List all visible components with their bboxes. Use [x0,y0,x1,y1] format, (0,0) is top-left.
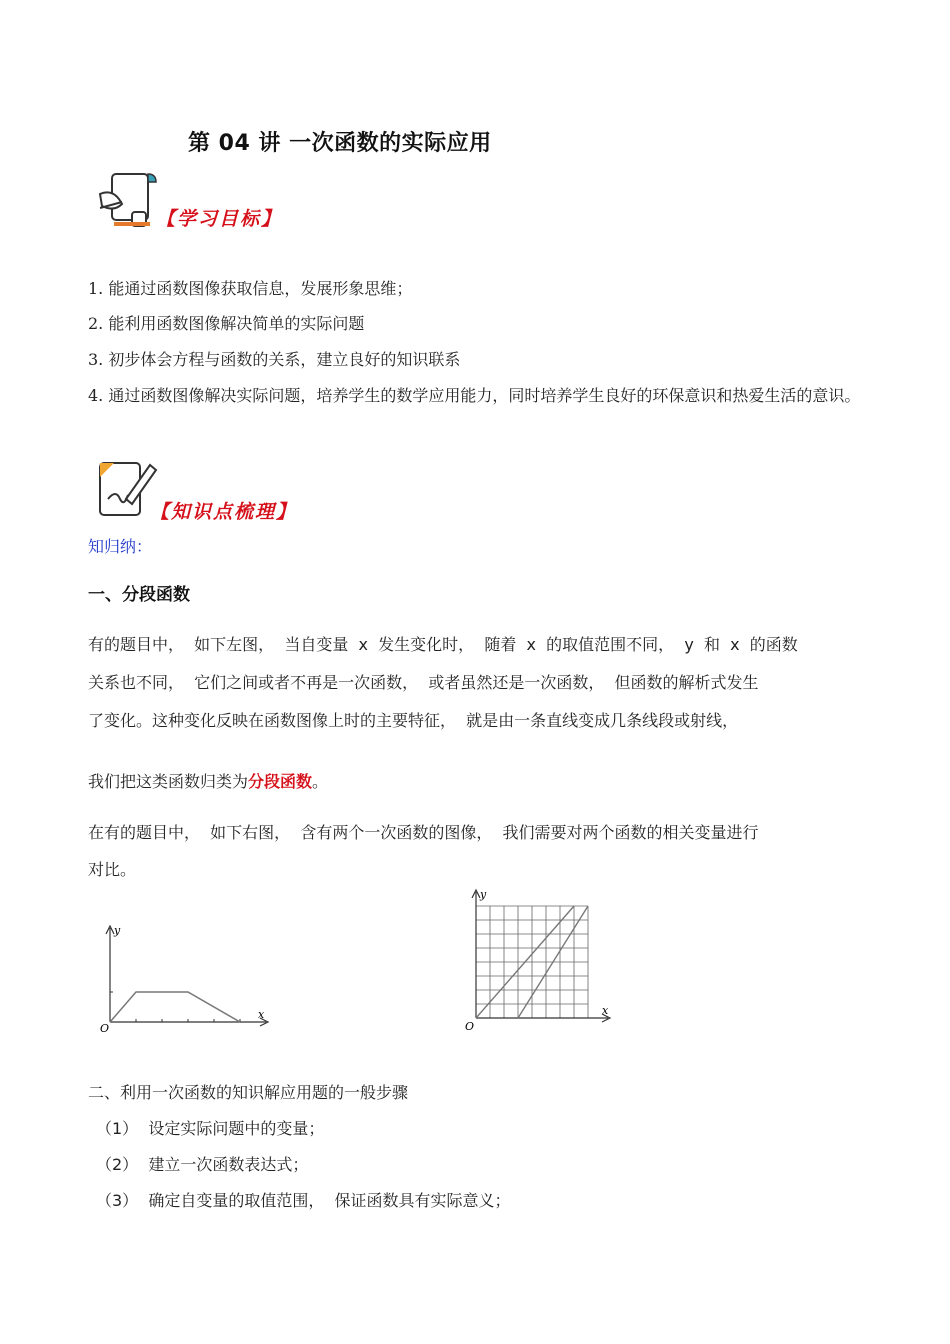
page-title: 第 04 讲 一次函数的实际应用 [188,131,492,156]
left-x-label: x [258,1008,265,1021]
section1-para2 [88,769,328,792]
piecewise-line [110,992,240,1022]
left-y-label: y [114,924,121,937]
goals-banner [92,168,302,238]
right-y-label: y [480,888,487,901]
two-lines-graph [460,886,620,1036]
section1-para3-line1: 在有的题目中， 如下右图， 含有两个一次函数的图像， 我们需要对两个函数的相关变量进行 [88,823,759,842]
goal-item-1: 1. 能通过函数图像获取信息，发展形象思维； [88,279,413,298]
goal-item-2: 2. 能利用函数图像解决简单的实际问题 [88,314,365,333]
left-ticks [110,992,240,1022]
section1-para3-line2: 对比。 [88,860,137,879]
piecewise-graph [96,922,276,1042]
piecewise-term: 分段函数 [248,772,313,791]
knowledge-banner-label: 【知识点梳理】 [150,501,298,523]
step-3: （3） 确定自变量的取值范围， 保证函数具有实际意义； [96,1191,511,1210]
section1-para2-prefix: 我们把这类函数归类为 [88,772,249,791]
section1-para1-line3: 了变化。这种变化反映在函数图像上时的主要特征， 就是由一条直线变成几条线段或射线， [88,711,739,730]
goal-item-4: 4. 通过函数图像解决实际问题，培养学生的数学应用能力，同时培养学生良好的环保意识和热爱生活的意识。 [88,386,861,405]
section1-para1-line2: 关系也不同， 它们之间或者不再是一次函数， 或者虽然还是一次函数， 但函数的解析式发生 [88,673,759,692]
summary-label: 知归纳： [88,537,153,556]
step-2: （2） 建立一次函数表达式； [96,1155,309,1174]
right-grid [476,906,588,1018]
knowledge-banner [92,455,322,527]
section1-heading: 一、分段函数 [88,585,190,605]
section2-heading: 二、利用一次函数的知识解应用题的一般步骤 [88,1083,409,1102]
goals-banner-label: 【学习目标】 [156,208,283,230]
goal-item-3: 3. 初步体会方程与函数的关系，建立良好的知识联系 [88,350,461,369]
section1-para1-line1: 有的题目中， 如下左图， 当自变量 x 发生变化时， 随着 x 的取值范围不同， y 和 x 的函数 [88,635,798,654]
left-origin-label: O [100,1022,110,1035]
section1-para2-suffix: 。 [312,772,329,791]
step-1: （1） 设定实际问题中的变量； [96,1119,325,1138]
scroll-quill-icon [92,168,162,238]
right-x-label: x [602,1004,609,1017]
right-origin-label: O [465,1020,475,1033]
